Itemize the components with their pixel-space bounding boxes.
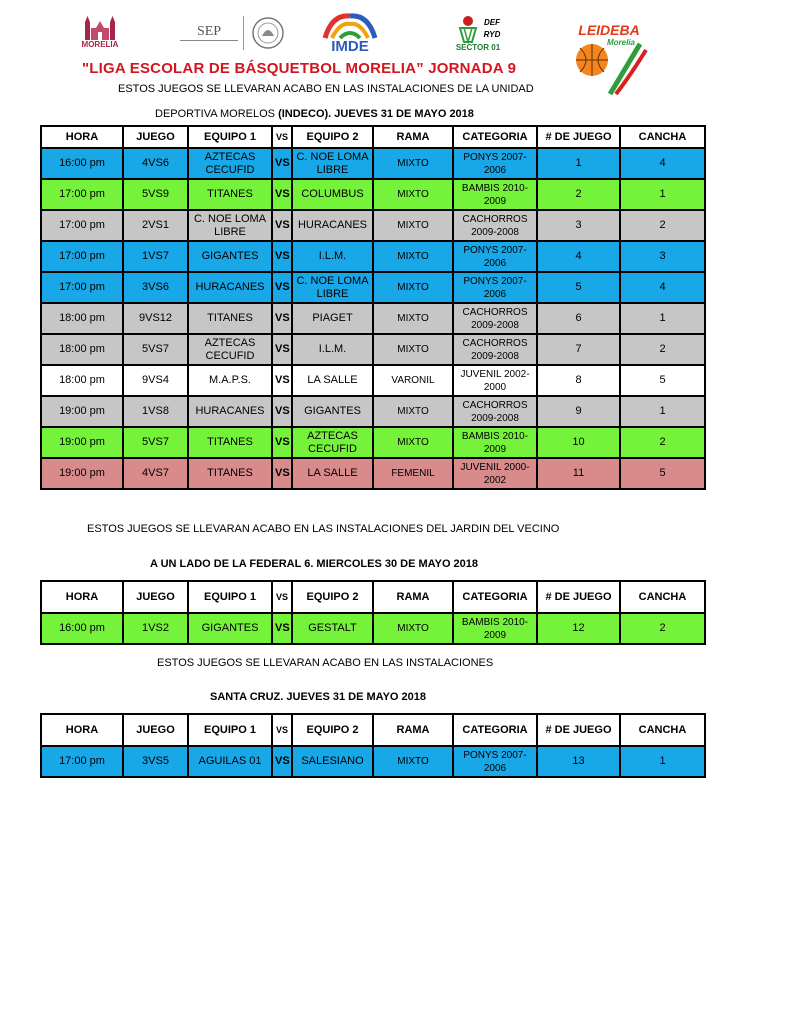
cell-vs: VS [272, 396, 292, 427]
cell-hora: 18:00 pm [41, 334, 123, 365]
col-header-num-juego: # DE JUEGO [537, 714, 620, 746]
sep-logo-text: SEP [196, 24, 222, 39]
cell-rama: MIXTO [373, 210, 453, 241]
cell-vs: VS [272, 179, 292, 210]
table-row [41, 613, 705, 644]
table-row [41, 272, 705, 303]
table-row [41, 365, 705, 396]
cell-equipo1: C. NOE LOMA LIBRE [188, 210, 272, 241]
cell-hora: 17:00 pm [41, 179, 123, 210]
table-row [41, 396, 705, 427]
col-header-vs: VS [272, 581, 292, 613]
sep-logo-divider-2 [243, 16, 244, 50]
cell-rama: MIXTO [373, 241, 453, 272]
cell-vs: VS [272, 148, 292, 179]
ryd-logo-text: RYD [483, 30, 501, 39]
cell-equipo2: I.L.M. [292, 334, 373, 365]
cell-equipo1: TITANES [188, 458, 272, 489]
table-header-row [41, 126, 705, 148]
cell-hora: 19:00 pm [41, 427, 123, 458]
cell-categoria: BAMBIS 2010-2009 [453, 179, 537, 210]
cell-num-juego: 4 [537, 241, 620, 272]
cell-num-juego: 9 [537, 396, 620, 427]
cell-equipo2: I.L.M. [292, 241, 373, 272]
col-header-hora: HORA [41, 126, 123, 148]
table-row [41, 746, 705, 777]
cell-num-juego: 3 [537, 210, 620, 241]
col-header-categoria: CATEGORIA [453, 126, 537, 148]
table-row [41, 303, 705, 334]
cell-juego: 5VS7 [123, 334, 188, 365]
cell-equipo1: HURACANES [188, 396, 272, 427]
cell-categoria: BAMBIS 2010-2009 [453, 427, 537, 458]
cell-juego: 4VS7 [123, 458, 188, 489]
cell-cancha: 4 [620, 272, 705, 303]
table-row [41, 179, 705, 210]
section2-venue-line2: A UN LADO DE LA FEDERAL 6. MIERCOLES 30 DE MAYO 2018 [150, 558, 479, 570]
table-row [41, 241, 705, 272]
cell-cancha: 2 [620, 613, 705, 644]
col-header-equipo2: EQUIPO 2 [292, 714, 373, 746]
schedule-table-2 [40, 580, 706, 645]
imde-logo-text: IMDE [331, 38, 369, 55]
col-header-juego: JUEGO [123, 714, 188, 746]
cell-equipo1: AZTECAS CECUFID [188, 148, 272, 179]
cell-hora: 17:00 pm [41, 210, 123, 241]
cell-rama: MIXTO [373, 427, 453, 458]
cell-rama: MIXTO [373, 179, 453, 210]
col-header-vs: VS [272, 126, 292, 148]
col-header-juego: JUEGO [123, 126, 188, 148]
cell-vs: VS [272, 746, 292, 777]
cell-categoria: CACHORROS 2009-2008 [453, 303, 537, 334]
table-row [41, 427, 705, 458]
table-row [41, 148, 705, 179]
col-header-categoria: CATEGORIA [453, 581, 537, 613]
cell-cancha: 3 [620, 241, 705, 272]
basketball-hoop-icon [456, 14, 480, 44]
col-header-num-juego: # DE JUEGO [537, 581, 620, 613]
table-row [41, 210, 705, 241]
col-header-rama: RAMA [373, 126, 453, 148]
cell-rama: MIXTO [373, 303, 453, 334]
cell-cancha: 5 [620, 458, 705, 489]
cell-equipo1: AGUILAS 01 [188, 746, 272, 777]
cell-categoria: CACHORROS 2009-2008 [453, 334, 537, 365]
cell-hora: 17:00 pm [41, 272, 123, 303]
cell-equipo1: GIGANTES [188, 613, 272, 644]
section3-venue-line1: ESTOS JUEGOS SE LLEVARAN ACABO EN LAS INSTALACIONES [157, 657, 494, 669]
cell-categoria: JUVENIL 2000-2002 [453, 458, 537, 489]
cell-vs: VS [272, 241, 292, 272]
cell-num-juego: 11 [537, 458, 620, 489]
section1-venue-date: (INDECO). JUEVES 31 DE MAYO 2018 [278, 108, 474, 120]
col-header-num-juego: # DE JUEGO [537, 126, 620, 148]
cell-juego: 2VS1 [123, 210, 188, 241]
cell-num-juego: 12 [537, 613, 620, 644]
cell-cancha: 2 [620, 334, 705, 365]
cell-vs: VS [272, 210, 292, 241]
cell-equipo1: TITANES [188, 179, 272, 210]
page-title: "LIGA ESCOLAR DE BÁSQUETBOL MORELIA” JORNADA 9 [82, 60, 517, 77]
cell-cancha: 1 [620, 303, 705, 334]
cell-num-juego: 13 [537, 746, 620, 777]
cell-equipo2: COLUMBUS [292, 179, 373, 210]
cell-categoria: PONYS 2007-2006 [453, 746, 537, 777]
col-header-rama: RAMA [373, 581, 453, 613]
cell-hora: 16:00 pm [41, 148, 123, 179]
cell-cancha: 1 [620, 396, 705, 427]
cell-juego: 1VS7 [123, 241, 188, 272]
schedule-table-3 [40, 713, 706, 778]
cell-equipo2: C. NOE LOMA LIBRE [292, 148, 373, 179]
cell-num-juego: 8 [537, 365, 620, 396]
cell-equipo2: SALESIANO [292, 746, 373, 777]
cell-equipo1: AZTECAS CECUFID [188, 334, 272, 365]
col-header-cancha: CANCHA [620, 126, 705, 148]
cell-equipo2: AZTECAS CECUFID [292, 427, 373, 458]
leideba-logo-subtext: Morelia [606, 38, 635, 47]
morelia-logo [82, 14, 118, 40]
cell-num-juego: 10 [537, 427, 620, 458]
morelia-logo-text: MORELIA [81, 40, 119, 49]
cell-rama: VARONIL [373, 365, 453, 396]
cell-equipo1: GIGANTES [188, 241, 272, 272]
cell-equipo2: PIAGET [292, 303, 373, 334]
section1-venue-line2 [155, 108, 474, 120]
cell-num-juego: 7 [537, 334, 620, 365]
section2-venue-line1: ESTOS JUEGOS SE LLEVARAN ACABO EN LAS INSTALACIONES DEL JARDIN DEL VECINO [87, 523, 560, 535]
cell-categoria: CACHORROS 2009-2008 [453, 210, 537, 241]
table-header-row [41, 714, 705, 746]
section1-venue-line1: ESTOS JUEGOS SE LLEVARAN ACABO EN LAS INSTALACIONES DE LA UNIDAD [118, 83, 534, 95]
cell-vs: VS [272, 365, 292, 396]
col-header-equipo1: EQUIPO 1 [188, 126, 272, 148]
cell-juego: 9VS12 [123, 303, 188, 334]
col-header-equipo2: EQUIPO 2 [292, 581, 373, 613]
cell-num-juego: 5 [537, 272, 620, 303]
schedule-table-1 [40, 125, 706, 490]
cell-rama: MIXTO [373, 148, 453, 179]
cell-juego: 5VS7 [123, 427, 188, 458]
cell-categoria: JUVENIL 2002-2000 [453, 365, 537, 396]
cell-vs: VS [272, 458, 292, 489]
cell-equipo2: LA SALLE [292, 365, 373, 396]
mexico-seal-icon [252, 16, 284, 50]
cell-rama: MIXTO [373, 334, 453, 365]
table-row [41, 334, 705, 365]
cell-equipo2: C. NOE LOMA LIBRE [292, 272, 373, 303]
cell-juego: 4VS6 [123, 148, 188, 179]
basketball-icon [570, 38, 650, 96]
table-header-row [41, 581, 705, 613]
col-header-equipo1: EQUIPO 1 [188, 581, 272, 613]
cell-hora: 18:00 pm [41, 303, 123, 334]
cell-num-juego: 1 [537, 148, 620, 179]
cell-cancha: 2 [620, 210, 705, 241]
cell-juego: 9VS4 [123, 365, 188, 396]
cell-categoria: BAMBIS 2010-2009 [453, 613, 537, 644]
cell-equipo2: GIGANTES [292, 396, 373, 427]
cell-equipo2: HURACANES [292, 210, 373, 241]
cell-vs: VS [272, 303, 292, 334]
cell-hora: 17:00 pm [41, 746, 123, 777]
col-header-equipo1: EQUIPO 1 [188, 714, 272, 746]
cell-cancha: 1 [620, 179, 705, 210]
cell-hora: 16:00 pm [41, 613, 123, 644]
cell-hora: 19:00 pm [41, 458, 123, 489]
sep-logo-divider [180, 40, 238, 41]
cell-equipo1: HURACANES [188, 272, 272, 303]
cell-cancha: 2 [620, 427, 705, 458]
cell-rama: MIXTO [373, 613, 453, 644]
col-header-cancha: CANCHA [620, 581, 705, 613]
cell-hora: 19:00 pm [41, 396, 123, 427]
cell-cancha: 5 [620, 365, 705, 396]
table-row [41, 458, 705, 489]
cell-rama: MIXTO [373, 746, 453, 777]
cell-cancha: 1 [620, 746, 705, 777]
section3-venue-line2: SANTA CRUZ. JUEVES 31 DE MAYO 2018 [210, 691, 426, 703]
cell-rama: MIXTO [373, 396, 453, 427]
cell-hora: 18:00 pm [41, 365, 123, 396]
cell-equipo2: LA SALLE [292, 458, 373, 489]
cell-juego: 3VS6 [123, 272, 188, 303]
cell-categoria: PONYS 2007-2006 [453, 272, 537, 303]
cell-categoria: CACHORROS 2009-2008 [453, 396, 537, 427]
cell-num-juego: 6 [537, 303, 620, 334]
cell-equipo1: TITANES [188, 303, 272, 334]
sector-logo-text: SECTOR 01 [455, 43, 501, 52]
col-header-vs: VS [272, 714, 292, 746]
cell-cancha: 4 [620, 148, 705, 179]
cell-categoria: PONYS 2007-2006 [453, 148, 537, 179]
cell-equipo2: GESTALT [292, 613, 373, 644]
cell-juego: 5VS9 [123, 179, 188, 210]
leideba-logo-text: LEIDEBA [578, 22, 640, 38]
cell-vs: VS [272, 272, 292, 303]
def-logo-text: DEF [484, 18, 500, 27]
col-header-hora: HORA [41, 581, 123, 613]
col-header-equipo2: EQUIPO 2 [292, 126, 373, 148]
cell-vs: VS [272, 427, 292, 458]
cell-vs: VS [272, 613, 292, 644]
cell-categoria: PONYS 2007-2006 [453, 241, 537, 272]
col-header-juego: JUEGO [123, 581, 188, 613]
cell-rama: FEMENIL [373, 458, 453, 489]
col-header-rama: RAMA [373, 714, 453, 746]
cell-vs: VS [272, 334, 292, 365]
col-header-categoria: CATEGORIA [453, 714, 537, 746]
cell-equipo1: TITANES [188, 427, 272, 458]
cell-juego: 1VS8 [123, 396, 188, 427]
cell-equipo1: M.A.P.S. [188, 365, 272, 396]
col-header-hora: HORA [41, 714, 123, 746]
cell-rama: MIXTO [373, 272, 453, 303]
section1-venue-name: DEPORTIVA MORELOS [155, 108, 279, 120]
col-header-cancha: CANCHA [620, 714, 705, 746]
cell-juego: 1VS2 [123, 613, 188, 644]
cell-num-juego: 2 [537, 179, 620, 210]
cell-hora: 17:00 pm [41, 241, 123, 272]
cell-juego: 3VS5 [123, 746, 188, 777]
